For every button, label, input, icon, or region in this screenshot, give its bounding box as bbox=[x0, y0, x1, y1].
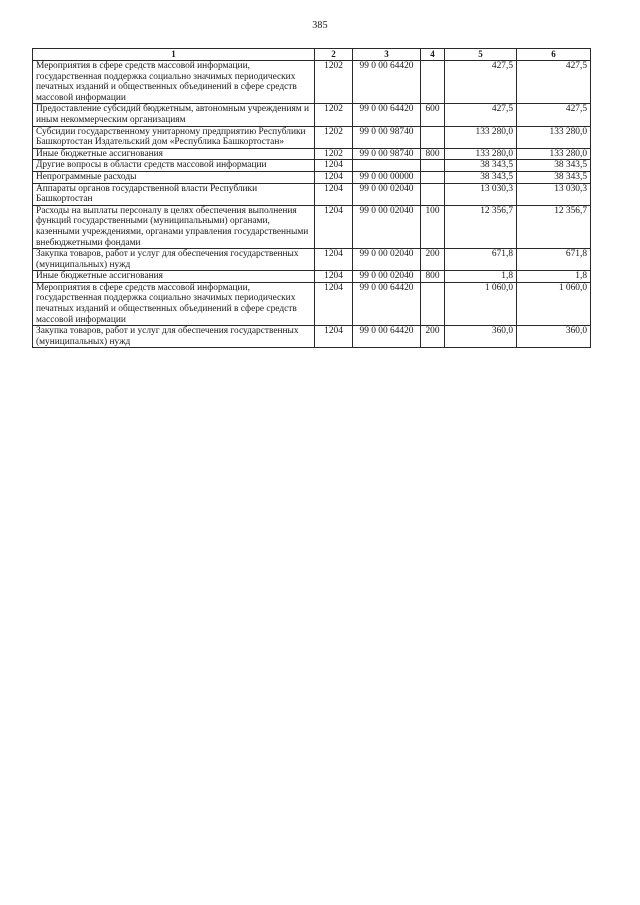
section-code-cell: 1204 bbox=[315, 205, 353, 248]
section-code-cell: 1204 bbox=[315, 171, 353, 183]
amount-cell: 427,5 bbox=[445, 104, 517, 126]
table-row bbox=[33, 171, 591, 183]
section-code-cell: 1202 bbox=[315, 104, 353, 126]
column-header: 4 bbox=[421, 49, 445, 61]
amount-cell: 133 280,0 bbox=[517, 148, 591, 160]
target-code-cell: 99 0 00 64420 bbox=[353, 326, 421, 348]
expense-type-cell: 200 bbox=[421, 326, 445, 348]
target-code-cell: 99 0 00 98740 bbox=[353, 126, 421, 148]
amount-cell: 671,8 bbox=[445, 249, 517, 271]
amount-cell: 38 343,5 bbox=[517, 160, 591, 172]
amount-cell: 133 280,0 bbox=[517, 126, 591, 148]
amount-cell: 133 280,0 bbox=[445, 148, 517, 160]
section-code-cell: 1204 bbox=[315, 249, 353, 271]
target-code-cell: 99 0 00 02040 bbox=[353, 271, 421, 283]
row-name-cell: Закупка товаров, работ и услуг для обеспечения государственных (муниципальных) нужд bbox=[33, 249, 315, 271]
table-row bbox=[33, 326, 591, 348]
amount-cell: 360,0 bbox=[445, 326, 517, 348]
column-header: 2 bbox=[315, 49, 353, 61]
target-code-cell: 99 0 00 64420 bbox=[353, 282, 421, 325]
amount-cell: 427,5 bbox=[517, 61, 591, 104]
amount-cell: 671,8 bbox=[517, 249, 591, 271]
table-row bbox=[33, 271, 591, 283]
row-name-cell: Закупка товаров, работ и услуг для обеспечения государственных (муниципальных) нужд bbox=[33, 326, 315, 348]
expense-type-cell: 600 bbox=[421, 104, 445, 126]
amount-cell: 38 343,5 bbox=[445, 160, 517, 172]
section-code-cell: 1204 bbox=[315, 160, 353, 172]
expense-type-cell: 200 bbox=[421, 249, 445, 271]
target-code-cell: 99 0 00 02040 bbox=[353, 183, 421, 205]
row-name-cell: Иные бюджетные ассигнования bbox=[33, 148, 315, 160]
row-name-cell: Непрограммные расходы bbox=[33, 171, 315, 183]
section-code-cell: 1204 bbox=[315, 326, 353, 348]
target-code-cell bbox=[353, 160, 421, 172]
column-header: 6 bbox=[517, 49, 591, 61]
target-code-cell: 99 0 00 98740 bbox=[353, 148, 421, 160]
section-code-cell: 1204 bbox=[315, 271, 353, 283]
column-header: 5 bbox=[445, 49, 517, 61]
table-row bbox=[33, 126, 591, 148]
row-name-cell: Аппараты органов государственной власти Республики Башкортостан bbox=[33, 183, 315, 205]
target-code-cell: 99 0 00 02040 bbox=[353, 249, 421, 271]
row-name-cell: Иные бюджетные ассигнования bbox=[33, 271, 315, 283]
row-name-cell: Предоставление субсидий бюджетным, автономным учреждениям и иным некоммерческим организациям bbox=[33, 104, 315, 126]
table-row bbox=[33, 160, 591, 172]
table-row bbox=[33, 61, 591, 104]
amount-cell: 38 343,5 bbox=[517, 171, 591, 183]
section-code-cell: 1202 bbox=[315, 148, 353, 160]
section-code-cell: 1202 bbox=[315, 61, 353, 104]
amount-cell: 427,5 bbox=[517, 104, 591, 126]
section-code-cell: 1204 bbox=[315, 282, 353, 325]
row-name-cell: Субсидии государственному унитарному предприятию Республики Башкортостан Издательский дом «Республика Башкортостан» bbox=[33, 126, 315, 148]
amount-cell: 1 060,0 bbox=[517, 282, 591, 325]
table-row bbox=[33, 205, 591, 248]
table-row bbox=[33, 183, 591, 205]
amount-cell: 427,5 bbox=[445, 61, 517, 104]
amount-cell: 1 060,0 bbox=[445, 282, 517, 325]
expense-type-cell bbox=[421, 126, 445, 148]
column-header: 3 bbox=[353, 49, 421, 61]
table-row bbox=[33, 249, 591, 271]
expense-type-cell bbox=[421, 171, 445, 183]
expense-type-cell bbox=[421, 61, 445, 104]
target-code-cell: 99 0 00 00000 bbox=[353, 171, 421, 183]
amount-cell: 38 343,5 bbox=[445, 171, 517, 183]
row-name-cell: Другие вопросы в области средств массовой информации bbox=[33, 160, 315, 172]
amount-cell: 13 030,3 bbox=[445, 183, 517, 205]
amount-cell: 360,0 bbox=[517, 326, 591, 348]
table-row bbox=[33, 282, 591, 325]
amount-cell: 12 356,7 bbox=[445, 205, 517, 248]
target-code-cell: 99 0 00 02040 bbox=[353, 205, 421, 248]
amount-cell: 133 280,0 bbox=[445, 126, 517, 148]
page-number: 385 bbox=[312, 20, 328, 31]
table-header-row bbox=[33, 49, 591, 61]
expense-type-cell: 800 bbox=[421, 148, 445, 160]
amount-cell: 13 030,3 bbox=[517, 183, 591, 205]
row-name-cell: Мероприятия в сфере средств массовой информации, государственная поддержка социально значимых периодических печатных изданий и общественных объединений в сфере средств массовой информации bbox=[33, 61, 315, 104]
expense-type-cell bbox=[421, 282, 445, 325]
row-name-cell: Расходы на выплаты персоналу в целях обеспечения выполнения функций государственными (муниципальными) органами, казенными учреждениями, органами управления государственными внебюджетными фондами bbox=[33, 205, 315, 248]
target-code-cell: 99 0 00 64420 bbox=[353, 61, 421, 104]
budget-table bbox=[32, 48, 591, 348]
row-name-cell: Мероприятия в сфере средств массовой информации, государственная поддержка социально значимых периодических печатных изданий и общественных объединений в сфере средств массовой информации bbox=[33, 282, 315, 325]
table-row bbox=[33, 148, 591, 160]
target-code-cell: 99 0 00 64420 bbox=[353, 104, 421, 126]
amount-cell: 1,8 bbox=[445, 271, 517, 283]
amount-cell: 12 356,7 bbox=[517, 205, 591, 248]
table-row bbox=[33, 104, 591, 126]
amount-cell: 1,8 bbox=[517, 271, 591, 283]
column-header: 1 bbox=[33, 49, 315, 61]
expense-type-cell: 100 bbox=[421, 205, 445, 248]
expense-type-cell bbox=[421, 183, 445, 205]
expense-type-cell: 800 bbox=[421, 271, 445, 283]
expense-type-cell bbox=[421, 160, 445, 172]
section-code-cell: 1202 bbox=[315, 126, 353, 148]
section-code-cell: 1204 bbox=[315, 183, 353, 205]
